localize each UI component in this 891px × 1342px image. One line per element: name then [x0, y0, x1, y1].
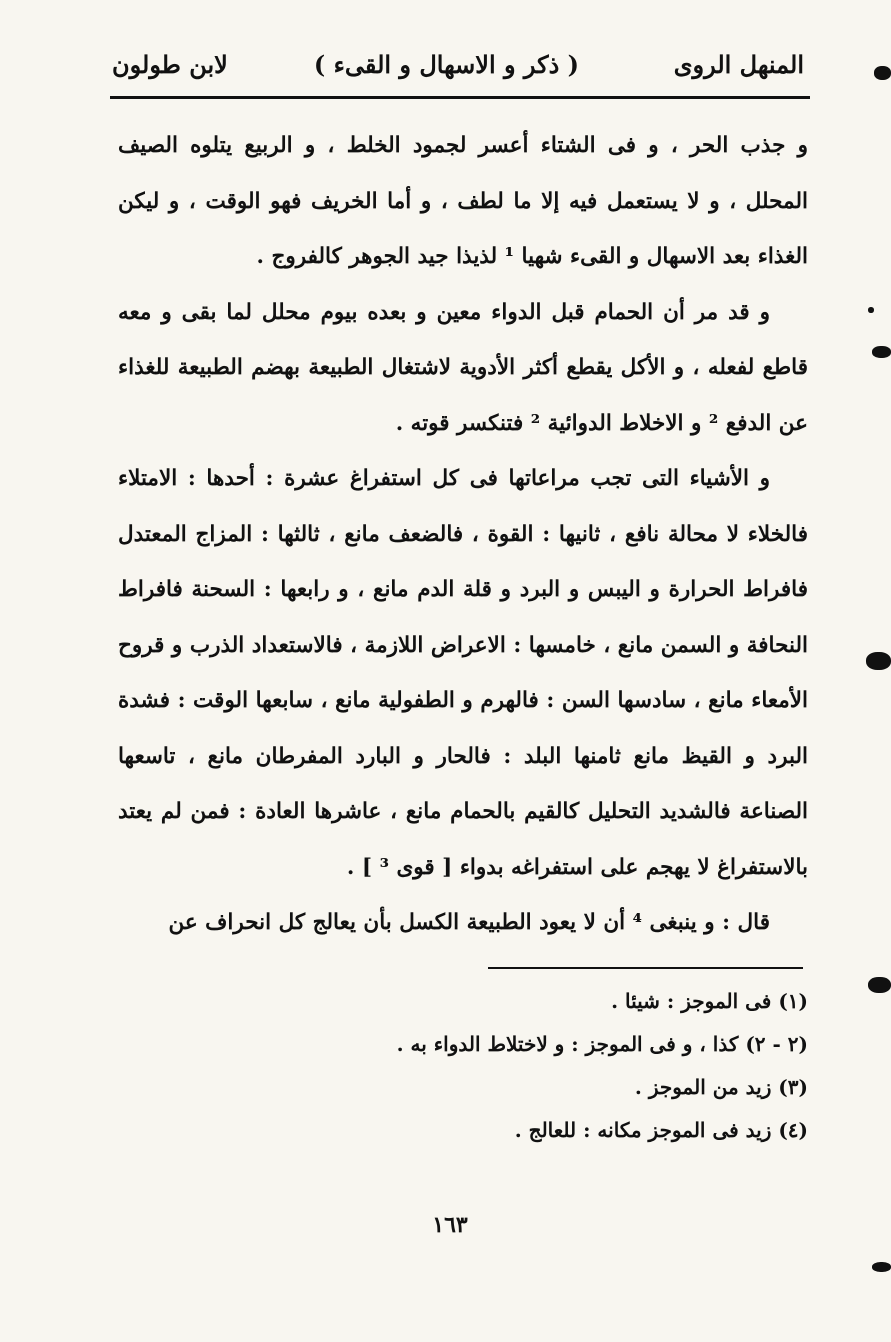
footnote: (٢ - ٢) كذا ، و فى الموجز : و لاختلاط الدواء به .: [396, 1032, 808, 1056]
scan-mark: [868, 307, 874, 313]
scan-mark: [868, 977, 891, 993]
author-name: لابن طولون: [112, 50, 228, 79]
paragraph: قال : و ينبغى ⁴ أن لا يعود الطبيعة الكسل بأن يعالج كل انحراف عن: [168, 910, 770, 935]
paragraph: و قد مر أن الحمام قبل الدواء معين و بعده بيوم محلل لما بقى و معه قاطع لفعله ، و الأكل يقطع أكثر الأدوية لاشتغال الطبيعة بهضم الطبيعة للغذاء عن الدفع ² و الاخلاط الدوائية ² فتنكسر قوته .: [118, 299, 808, 436]
section-title: ( ذكر و الاسهال و القىء ): [313, 50, 579, 79]
footnote: (١) فى الموجز : شيئا .: [611, 989, 808, 1013]
footnote-rule: [488, 967, 803, 969]
footnotes: [300, 980, 808, 1152]
paragraph: و الأشياء التى تجب مراعاتها فى كل استفراغ عشرة : أحدها : الامتلاء فالخلاء لا محالة نافع ، ثانيها : القوة ، فالضعف مانع ، ثالثها : المزاج المعتدل فافراط الحرارة و اليبس و البرد و قلة الدم مانع ، و رابعها : السحنة فافراط النحافة و السمن مانع ، خامسها : الاعراض اللازمة ، فالاستعداد الذرب و قروح الأمعاء مانع ، سادسها السن : فالهرم و الطفولية مانع ، سابعها الوقت : فشدة البرد و القيظ مانع ثامنها البلد : فالحار و البارد المفرطان مانع ، تاسعها الصناعة فالشديد التحليل كالقيم بالحمام مانع ، عاشرها العادة : فمن لم يعتد بالاستفراغ لا يهجم على استفراغه بدواء [ قوى ³ ] .: [118, 466, 808, 880]
paragraph: و جذب الحر ، و فى الشتاء أعسر لجمود الخلط ، و الربيع يتلوه الصيف المحلل ، و لا يستعمل فيه إلا ما لطف ، و أما الخريف فهو الوقت ، و ليكن الغذاء بعد الاسهال و القىء شهيا ¹ لذيذا جيد الجوهر كالفروج .: [118, 133, 808, 269]
footnote: (٤) زيد فى الموجز مكانه : للعالج .: [514, 1118, 808, 1142]
scan-mark: [872, 1262, 891, 1272]
running-header: [112, 50, 804, 92]
main-text: [118, 118, 808, 951]
scan-mark: [874, 66, 891, 80]
footnote: (٣) زيد من الموجز .: [634, 1075, 808, 1099]
header-rule: [110, 96, 810, 99]
book-title: المنهل الروى: [673, 50, 804, 79]
page-number: ١٦٣: [432, 1212, 468, 1238]
scan-mark: [872, 346, 891, 358]
scan-mark: [866, 652, 891, 670]
